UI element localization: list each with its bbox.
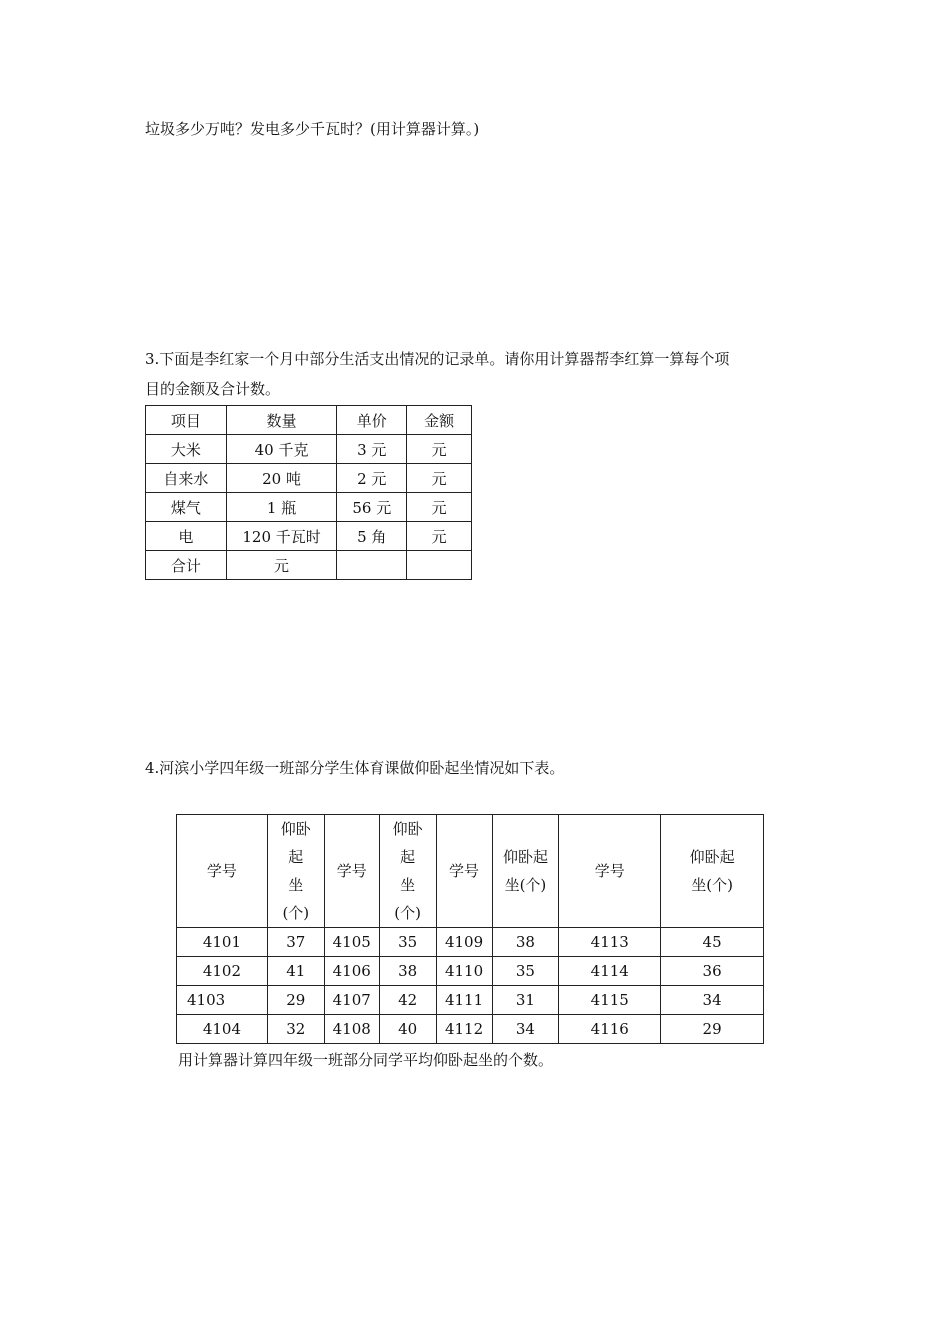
- header-quantity: 数量: [226, 406, 337, 435]
- header-student-id: 学号: [177, 815, 268, 928]
- expense-table: [145, 405, 472, 580]
- cell-situp-count: 36: [661, 957, 764, 986]
- cell-student-id: 4106: [324, 957, 379, 986]
- cell-student-id: 4110: [436, 957, 492, 986]
- cell-situp-count: 34: [492, 1015, 559, 1044]
- cell-situp-count: 35: [379, 928, 436, 957]
- cell-situp-count: 29: [267, 986, 324, 1015]
- total-empty-cell: [337, 551, 407, 580]
- cell-unit-price: 2 元: [337, 464, 407, 493]
- header-line: 坐: [400, 876, 416, 894]
- cell-item: 电: [146, 522, 227, 551]
- header-item: 项目: [146, 406, 227, 435]
- header-situp-count: [661, 815, 764, 928]
- cell-situp-count: 35: [492, 957, 559, 986]
- header-amount: 金额: [407, 406, 472, 435]
- table-row: [177, 1015, 764, 1044]
- header-line: (个): [282, 904, 310, 922]
- cell-situp-count: 38: [379, 957, 436, 986]
- cell-item: 煤气: [146, 493, 227, 522]
- expense-table-header: [146, 406, 472, 435]
- header-line: 坐(个): [504, 876, 547, 894]
- cell-student-id: 4112: [436, 1015, 492, 1044]
- cell-amount[interactable]: 元: [407, 493, 472, 522]
- cell-situp-count: 41: [267, 957, 324, 986]
- table-row: [146, 435, 472, 464]
- header-line: 坐: [288, 876, 304, 894]
- cell-student-id: 4109: [436, 928, 492, 957]
- cell-student-id: 4111: [436, 986, 492, 1015]
- cell-quantity: 20 吨: [226, 464, 337, 493]
- cell-student-id: 4113: [559, 928, 661, 957]
- header-student-id: 学号: [436, 815, 492, 928]
- header-situp-count: [492, 815, 559, 928]
- cell-situp-count: 34: [661, 986, 764, 1015]
- cell-situp-count: 42: [379, 986, 436, 1015]
- cell-item: 大米: [146, 435, 227, 464]
- cell-situp-count: 32: [267, 1015, 324, 1044]
- cell-quantity: 40 千克: [226, 435, 337, 464]
- table-row: [146, 522, 472, 551]
- total-empty-cell: [407, 551, 472, 580]
- cell-amount[interactable]: 元: [407, 435, 472, 464]
- cell-situp-count: 40: [379, 1015, 436, 1044]
- q3-question-line2: 目的金额及合计数。: [145, 380, 281, 398]
- cell-amount[interactable]: 元: [407, 464, 472, 493]
- cell-student-id: 4102: [177, 957, 268, 986]
- header-line: 仰卧起: [689, 848, 735, 866]
- header-line: 起: [288, 848, 304, 866]
- cell-situp-count: 37: [267, 928, 324, 957]
- header-unit-price: 单价: [337, 406, 407, 435]
- table-row: [146, 464, 472, 493]
- cell-student-id: 4115: [559, 986, 661, 1015]
- cell-student-id: 4101: [177, 928, 268, 957]
- cell-unit-price: 3 元: [337, 435, 407, 464]
- total-row: [146, 551, 472, 580]
- cell-situp-count: 45: [661, 928, 764, 957]
- header-line: 起: [400, 848, 416, 866]
- table-row: [177, 986, 764, 1015]
- cell-student-id: 4108: [324, 1015, 379, 1044]
- header-line: 仰卧: [280, 820, 311, 838]
- table-row: [177, 928, 764, 957]
- cell-student-id: 4105: [324, 928, 379, 957]
- table-row: [146, 493, 472, 522]
- total-value[interactable]: 元: [226, 551, 337, 580]
- cell-quantity: 120 千瓦时: [226, 522, 337, 551]
- cell-student-id: 4103: [177, 986, 268, 1015]
- cell-student-id: 4107: [324, 986, 379, 1015]
- header-line: (个): [394, 904, 421, 922]
- header-line: 仰卧: [392, 820, 423, 838]
- situp-table: [176, 814, 764, 1044]
- header-line: 仰卧起: [502, 848, 548, 866]
- total-label: 合计: [146, 551, 227, 580]
- cell-student-id: 4104: [177, 1015, 268, 1044]
- q3-question-line1: 3.下面是李红家一个月中部分生活支出情况的记录单。请你用计算器帮李红算一算每个项: [145, 350, 730, 368]
- header-student-id: 学号: [559, 815, 661, 928]
- header-situp-count: [379, 815, 436, 928]
- header-student-id: 学号: [324, 815, 379, 928]
- q2-tail-text: 垃圾多少万吨？发电多少千瓦时？(用计算器计算。): [145, 120, 480, 138]
- cell-unit-price: 5 角: [337, 522, 407, 551]
- q4-title: 4.河滨小学四年级一班部分学生体育课做仰卧起坐情况如下表。: [145, 759, 565, 777]
- cell-item: 自来水: [146, 464, 227, 493]
- situp-table-header: [177, 815, 764, 928]
- cell-student-id: 4114: [559, 957, 661, 986]
- cell-amount[interactable]: 元: [407, 522, 472, 551]
- cell-situp-count: 31: [492, 986, 559, 1015]
- cell-situp-count: 38: [492, 928, 559, 957]
- header-line: 坐(个): [691, 876, 733, 894]
- cell-unit-price: 56 元: [337, 493, 407, 522]
- q4-instruction: 用计算器计算四年级一班部分同学平均仰卧起坐的个数。: [178, 1051, 554, 1069]
- cell-situp-count: 29: [661, 1015, 764, 1044]
- header-situp-count: [267, 815, 324, 928]
- cell-quantity: 1 瓶: [226, 493, 337, 522]
- cell-student-id: 4116: [559, 1015, 661, 1044]
- table-row: [177, 957, 764, 986]
